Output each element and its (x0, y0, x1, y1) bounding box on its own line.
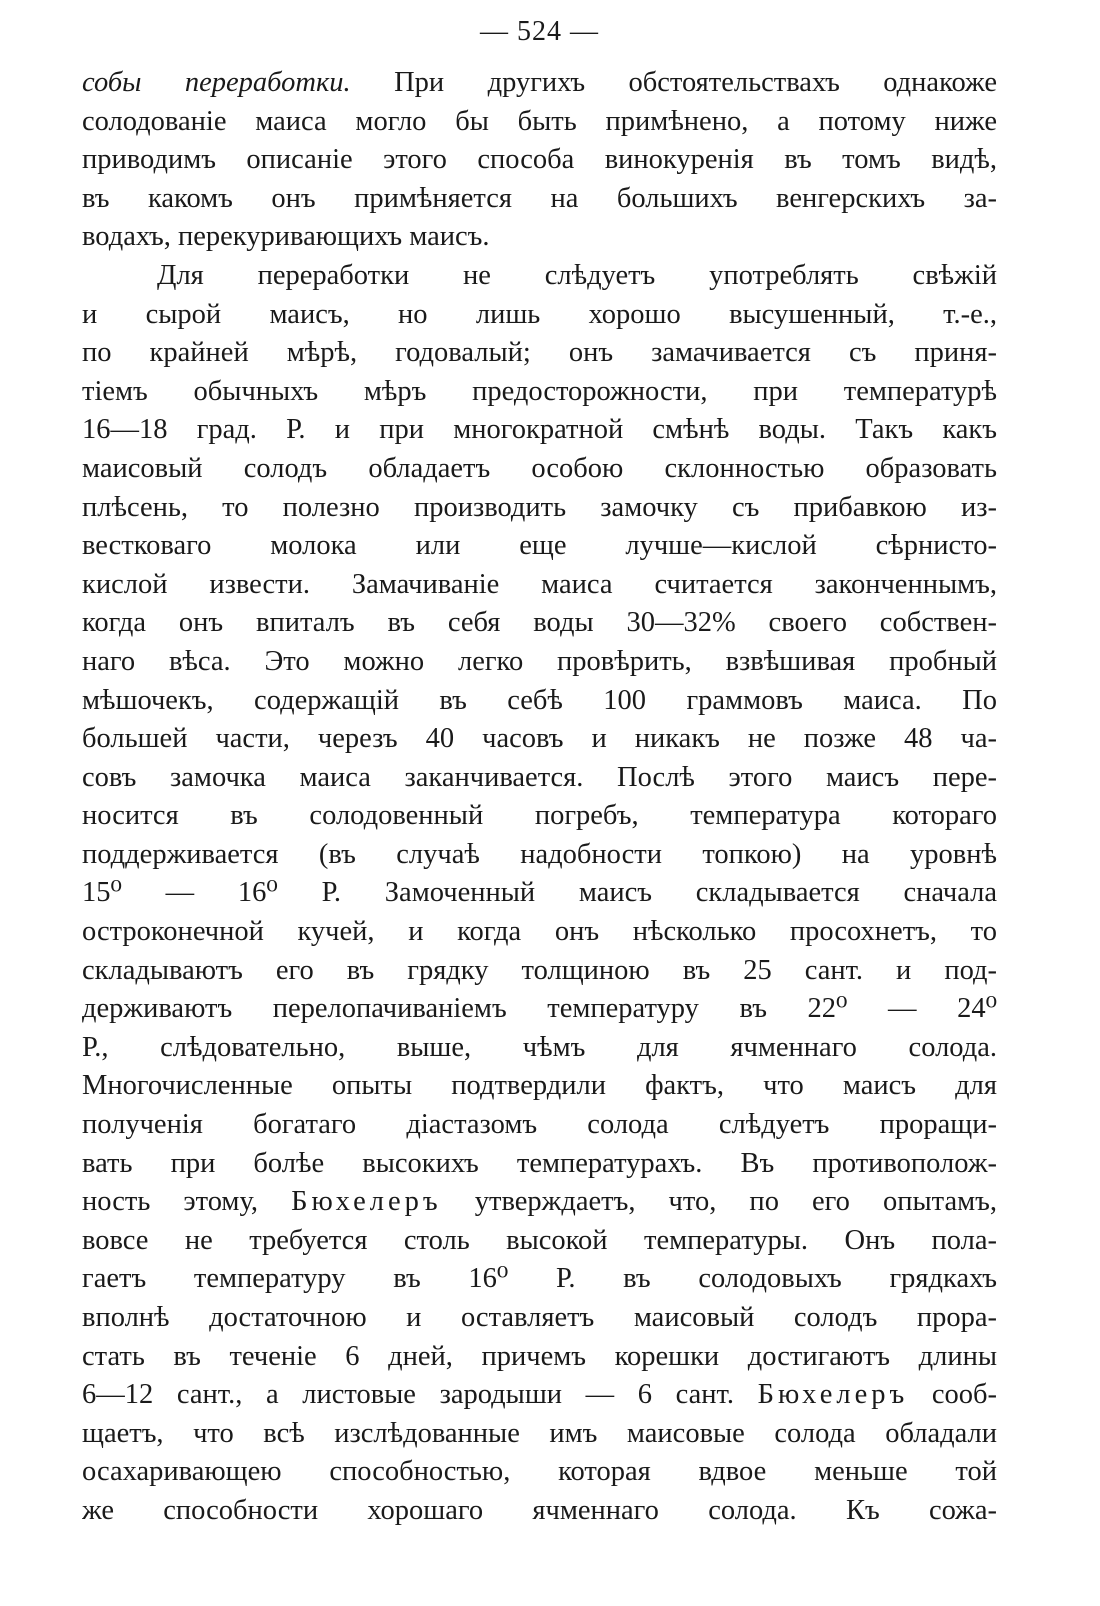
text-line: солодованіе маиса могло бы быть примѣнено, а потому ниже (82, 105, 997, 137)
text-line: мѣшочекъ, содержащій въ себѣ 100 граммовъ маиса. По (82, 684, 997, 716)
text-line: вполнѣ достаточною и оставляетъ маисовый солодъ прора- (82, 1302, 997, 1333)
text-line: кислой извести. Замачиваніе маиса считается законченнымъ, (82, 568, 997, 600)
text-line: совъ замочка маиса заканчивается. Послѣ этого маисъ пере- (82, 761, 997, 793)
text-line: и сырой маисъ, но лишь хорошо высушенный, т.-е., (82, 298, 997, 330)
text-line: складываютъ его въ грядку толщиною въ 25 сант. и под- (82, 954, 997, 986)
paragraph-2 (82, 257, 997, 1531)
text-line: по крайней мѣрѣ, годовалый; онъ замачивается съ приня- (82, 337, 997, 369)
text-line: полученія богатаго діастазомъ солода слѣдуетъ проращи- (82, 1109, 997, 1141)
text-line: 16—18 град. Р. и при многократной смѣнѣ воды. Такъ какъ (82, 414, 997, 446)
text-line: тіемъ обычныхъ мѣръ предосторожности, при температурѣ (82, 375, 997, 407)
text-line: въ какомъ онъ примѣняется на большихъ венгерскихъ за- (82, 182, 997, 214)
text-line: Р., слѣдовательно, выше, чѣмъ для ячменнаго солода. (82, 1031, 997, 1063)
text-line: вать при болѣе высокихъ температурахъ. Въ противополож- (82, 1147, 997, 1179)
text-line: Для переработки не слѣдуетъ употреблять свѣжій (157, 259, 997, 291)
text-line: вестковаго молока или еще лучше—кислой сѣрнисто- (82, 530, 997, 562)
text-line: держиваютъ перелопачиваніемъ температуру въ 22⁰ — 24⁰ (82, 993, 997, 1025)
author-name: Бюхелеръ (291, 1186, 442, 1218)
text-line: 15⁰ — 16⁰ Р. Замоченный маисъ складывается сначала (82, 877, 997, 909)
text-line: остроконечной кучей, и когда онъ нѣсколько просохнетъ, то (82, 916, 997, 948)
text-line: маисовый солодъ обладаетъ особою склонностью образовать (82, 452, 997, 484)
page-number: — 524 — (480, 16, 599, 47)
text-line: вовсе не требуется столь высокой температуры. Онъ пола- (82, 1224, 997, 1256)
text-line (82, 1183, 997, 1222)
text-line: поддерживается (въ случаѣ надобности топкою) на уровнѣ (82, 838, 997, 870)
author-name: Бюхелеръ (757, 1379, 909, 1411)
paragraph-1 (82, 64, 997, 257)
text-line: стать въ теченіе 6 дней, причемъ корешки достигаютъ длины (82, 1340, 997, 1372)
page-body (82, 64, 997, 1531)
text-fragment: утверждаетъ, что, по его опытамъ, (441, 1186, 997, 1218)
text-fragment: При другихъ обстоятельствахъ однакоже (350, 67, 997, 98)
text-line: носится въ солодовенный погребъ, температура котораго (82, 800, 997, 832)
text-line: наго вѣса. Это можно легко провѣрить, взвѣшивая пробный (82, 645, 997, 677)
text-line: Многочисленные опыты подтвердили фактъ, что маисъ для (82, 1070, 997, 1102)
text-line: гаетъ температуру въ 16⁰ Р. въ солодовыхъ грядкахъ (82, 1263, 997, 1295)
book-page (82, 18, 997, 1531)
text-line (82, 1376, 997, 1415)
text-line: щаетъ, что всѣ изслѣдованные имъ маисовые солода обладали (82, 1417, 997, 1449)
text-line: осахаривающею способностью, которая вдвое меньше той (82, 1456, 997, 1488)
text-line: когда онъ впиталъ въ себя воды 30—32% своего собствен- (82, 607, 997, 639)
text-line (82, 64, 997, 103)
text-line: приводимъ описаніе этого способа винокуренія въ томъ видѣ, (82, 144, 997, 176)
text-line: большей части, черезъ 40 часовъ и никакъ не позже 48 ча- (82, 723, 997, 755)
text-line: же способности хорошаго ячменнаго солода. Къ сожа- (82, 1494, 997, 1526)
text-fragment: 6—12 сант., а листовые зародыши — 6 сант. (82, 1379, 758, 1411)
text-line: плѣсень, то полезно производить замочку съ прибавкою из- (82, 491, 997, 523)
text-fragment: ность этому, (82, 1186, 292, 1218)
text-fragment: сооб- (908, 1379, 997, 1411)
italic-phrase: собы переработки. (82, 67, 351, 98)
text-line: водахъ, перекуривающихъ маисъ. (82, 221, 490, 253)
